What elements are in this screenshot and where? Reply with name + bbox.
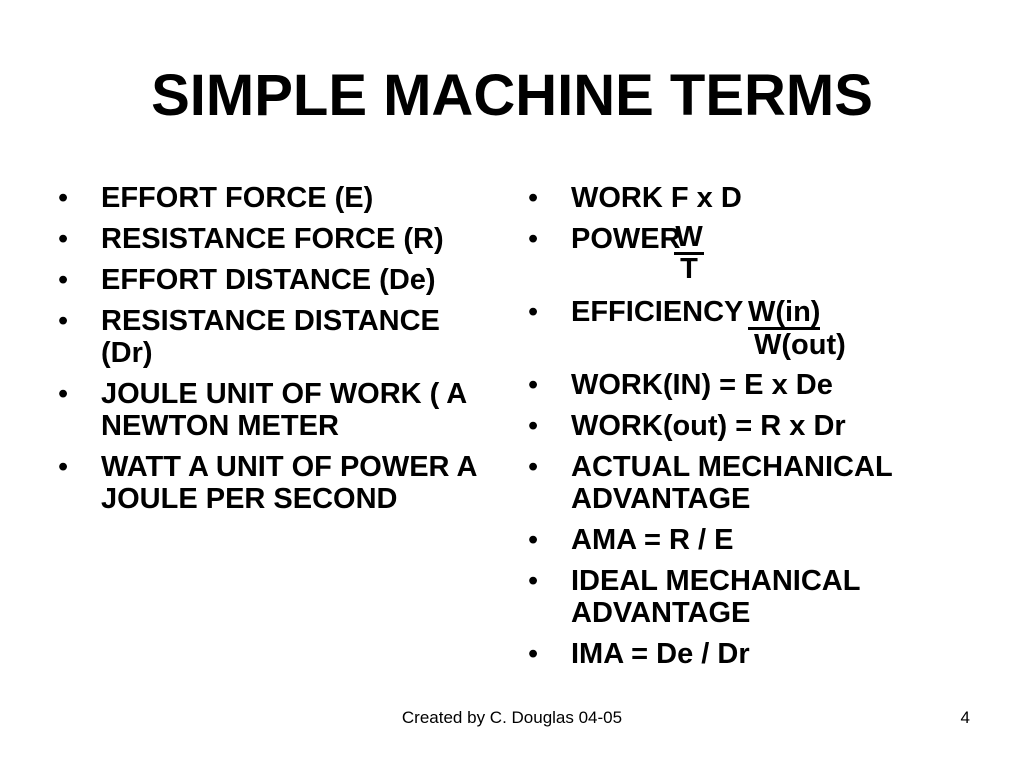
bullet-effort-distance [58,264,498,296]
bullet-power [528,223,968,287]
bullet-work-in [528,369,968,401]
bullet-effort-force [58,182,498,214]
right-bullet-list [528,182,968,679]
bullet-dot: • [58,182,69,214]
bullet-dot: • [528,524,539,556]
efficiency-denominator: W(out) [754,329,846,361]
bullet-ama-formula [528,524,968,556]
power-denominator: T [680,253,698,285]
bullet-dot: • [528,638,539,670]
bullet-work-out [528,410,968,442]
bullet-text: WORK(IN) = E x De [571,369,833,401]
bullet-text: WORK F x D [571,182,742,214]
bullet-ima-term [528,565,968,629]
bullet-text: WATT A UNIT OF POWER A JOULE PER SECOND [101,451,477,515]
power-label: POWER [571,223,681,255]
bullet-dot: • [528,565,539,597]
power-numerator: W [675,221,703,253]
efficiency-label: EFFICIENCY [571,296,744,328]
bullet-dot: • [58,378,69,410]
bullet-work [528,182,968,214]
bullet-text: JOULE UNIT OF WORK ( A NEWTON METER [101,378,467,442]
bullet-text: RESISTANCE DISTANCE (Dr) [101,305,440,369]
bullet-ima-formula [528,638,968,670]
left-bullet-list [58,182,498,524]
slide-page-number: 4 [960,708,970,727]
bullet-dot: • [528,451,539,483]
bullet-dot: • [58,451,69,483]
bullet-dot: • [528,410,539,442]
power-fraction [674,223,704,283]
bullet-efficiency [528,296,968,360]
bullet-watt [58,451,498,515]
bullet-resistance-force [58,223,498,255]
bullet-resistance-distance [58,305,498,369]
efficiency-fraction [748,296,846,360]
bullet-text: RESISTANCE FORCE (R) [101,223,444,255]
bullet-text: IMA = De / Dr [571,638,750,670]
bullet-text: AMA = R / E [571,524,734,556]
bullet-text: IDEAL MECHANICAL ADVANTAGE [571,565,860,629]
slide-title: SIMPLE MACHINE TERMS [151,63,873,128]
bullet-dot: • [58,264,69,296]
bullet-ama-term [528,451,968,515]
footer-credit: Created by C. Douglas 04-05 [401,708,623,727]
bullet-text: EFFORT FORCE (E) [101,182,374,214]
bullet-dot: • [528,369,539,401]
bullet-dot: • [528,296,539,328]
bullet-text: WORK(out) = R x Dr [571,410,846,442]
bullet-dot: • [58,305,69,337]
bullet-dot: • [58,223,69,255]
bullet-text: ACTUAL MECHANICAL ADVANTAGE [571,451,893,515]
efficiency-numerator: W(in) [748,296,821,328]
bullet-dot: • [528,182,539,214]
bullet-joule [58,378,498,442]
bullet-dot: • [528,223,539,255]
bullet-text: EFFORT DISTANCE (De) [101,264,436,296]
